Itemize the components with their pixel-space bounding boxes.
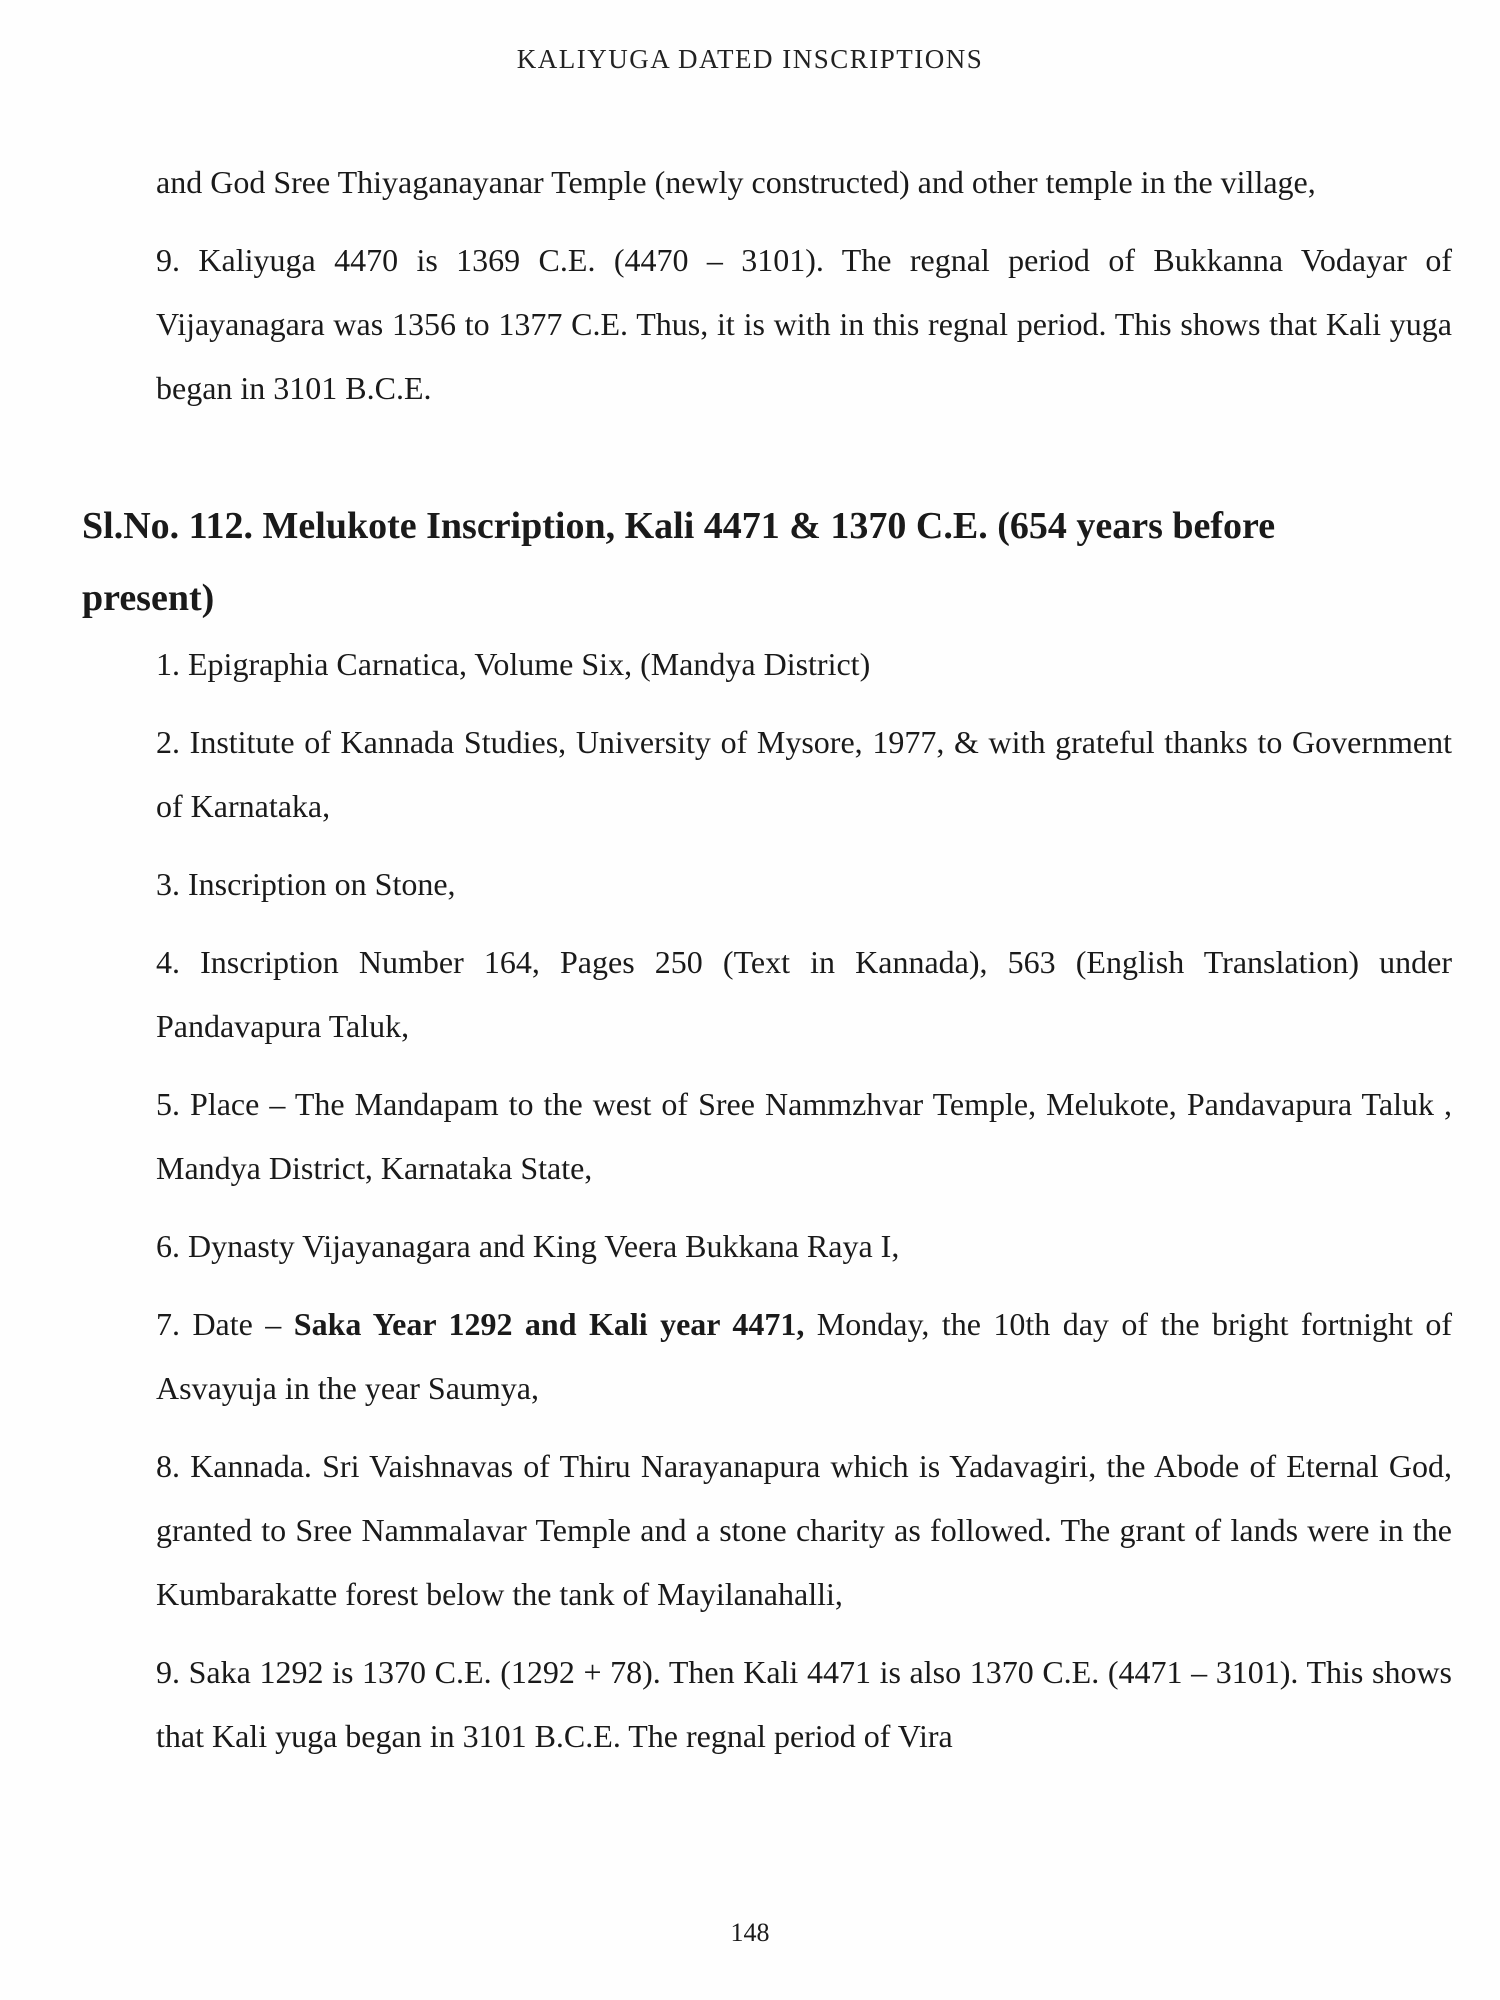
paragraph-item-9-previous: 9. Kaliyuga 4470 is 1369 C.E. (4470 – 3101). The regnal period of Bukkanna Vodayar of Vijayanagara was 1356 to 1377 C.E. Thus, it is with in this regnal period. This shows that Kali yuga began in 3101 B.C.E. (156, 242, 1452, 406)
list-item-7 (156, 1292, 1452, 1420)
list-item-5: 5. Place – The Mandapam to the west of Sree Nammzhvar Temple, Melukote, Pandavapura Taluk , Mandya District, Karnataka State, (156, 1086, 1452, 1186)
list-item-8: 8. Kannada. Sri Vaishnavas of Thiru Narayanapura which is Yadavagiri, the Abode of Eternal God, granted to Sree Nammalavar Temple and a stone charity as followed. The grant of lands were in the Kumbarakatte forest below the tank of Mayilanahalli, (156, 1448, 1452, 1612)
top-text-block (156, 150, 1452, 434)
item-list (156, 632, 1452, 1782)
item-7-prefix: 7. Date – (156, 1306, 294, 1342)
list-item-6: 6. Dynasty Vijayanagara and King Veera Bukkana Raya I, (156, 1228, 900, 1264)
list-item-3: 3. Inscription on Stone, (156, 866, 456, 902)
list-item-2: 2. Institute of Kannada Studies, University of Mysore, 1977, & with grateful thanks to Government of Karnataka, (156, 724, 1452, 824)
page-number: 148 (730, 1918, 770, 1947)
paragraph-continuation: and God Sree Thiyaganayanar Temple (newly constructed) and other temple in the village, (156, 164, 1316, 200)
list-item-4: 4. Inscription Number 164, Pages 250 (Text in Kannada), 563 (English Translation) under Pandavapura Taluk, (156, 944, 1452, 1044)
running-head: KALIYUGA DATED INSCRIPTIONS (516, 44, 984, 74)
list-item-9: 9. Saka 1292 is 1370 C.E. (1292 + 78). Then Kali 4471 is also 1370 C.E. (4471 – 3101). This shows that Kali yuga began in 3101 B.C.E. The regnal period of Vira (156, 1654, 1452, 1754)
item-7-suffix: Monday, the 10th day of the bright fortnight of Asvayuja in the year Saumya, (156, 1306, 1453, 1406)
list-item-1: 1. Epigraphia Carnatica, Volume Six, (Mandya District) (156, 646, 871, 682)
item-7-bold-date: Saka Year 1292 and Kali year 4471, (293, 1306, 805, 1342)
section-heading: Sl.No. 112. Melukote Inscription, Kali 4471 & 1370 C.E. (654 years before present) (82, 505, 1276, 619)
